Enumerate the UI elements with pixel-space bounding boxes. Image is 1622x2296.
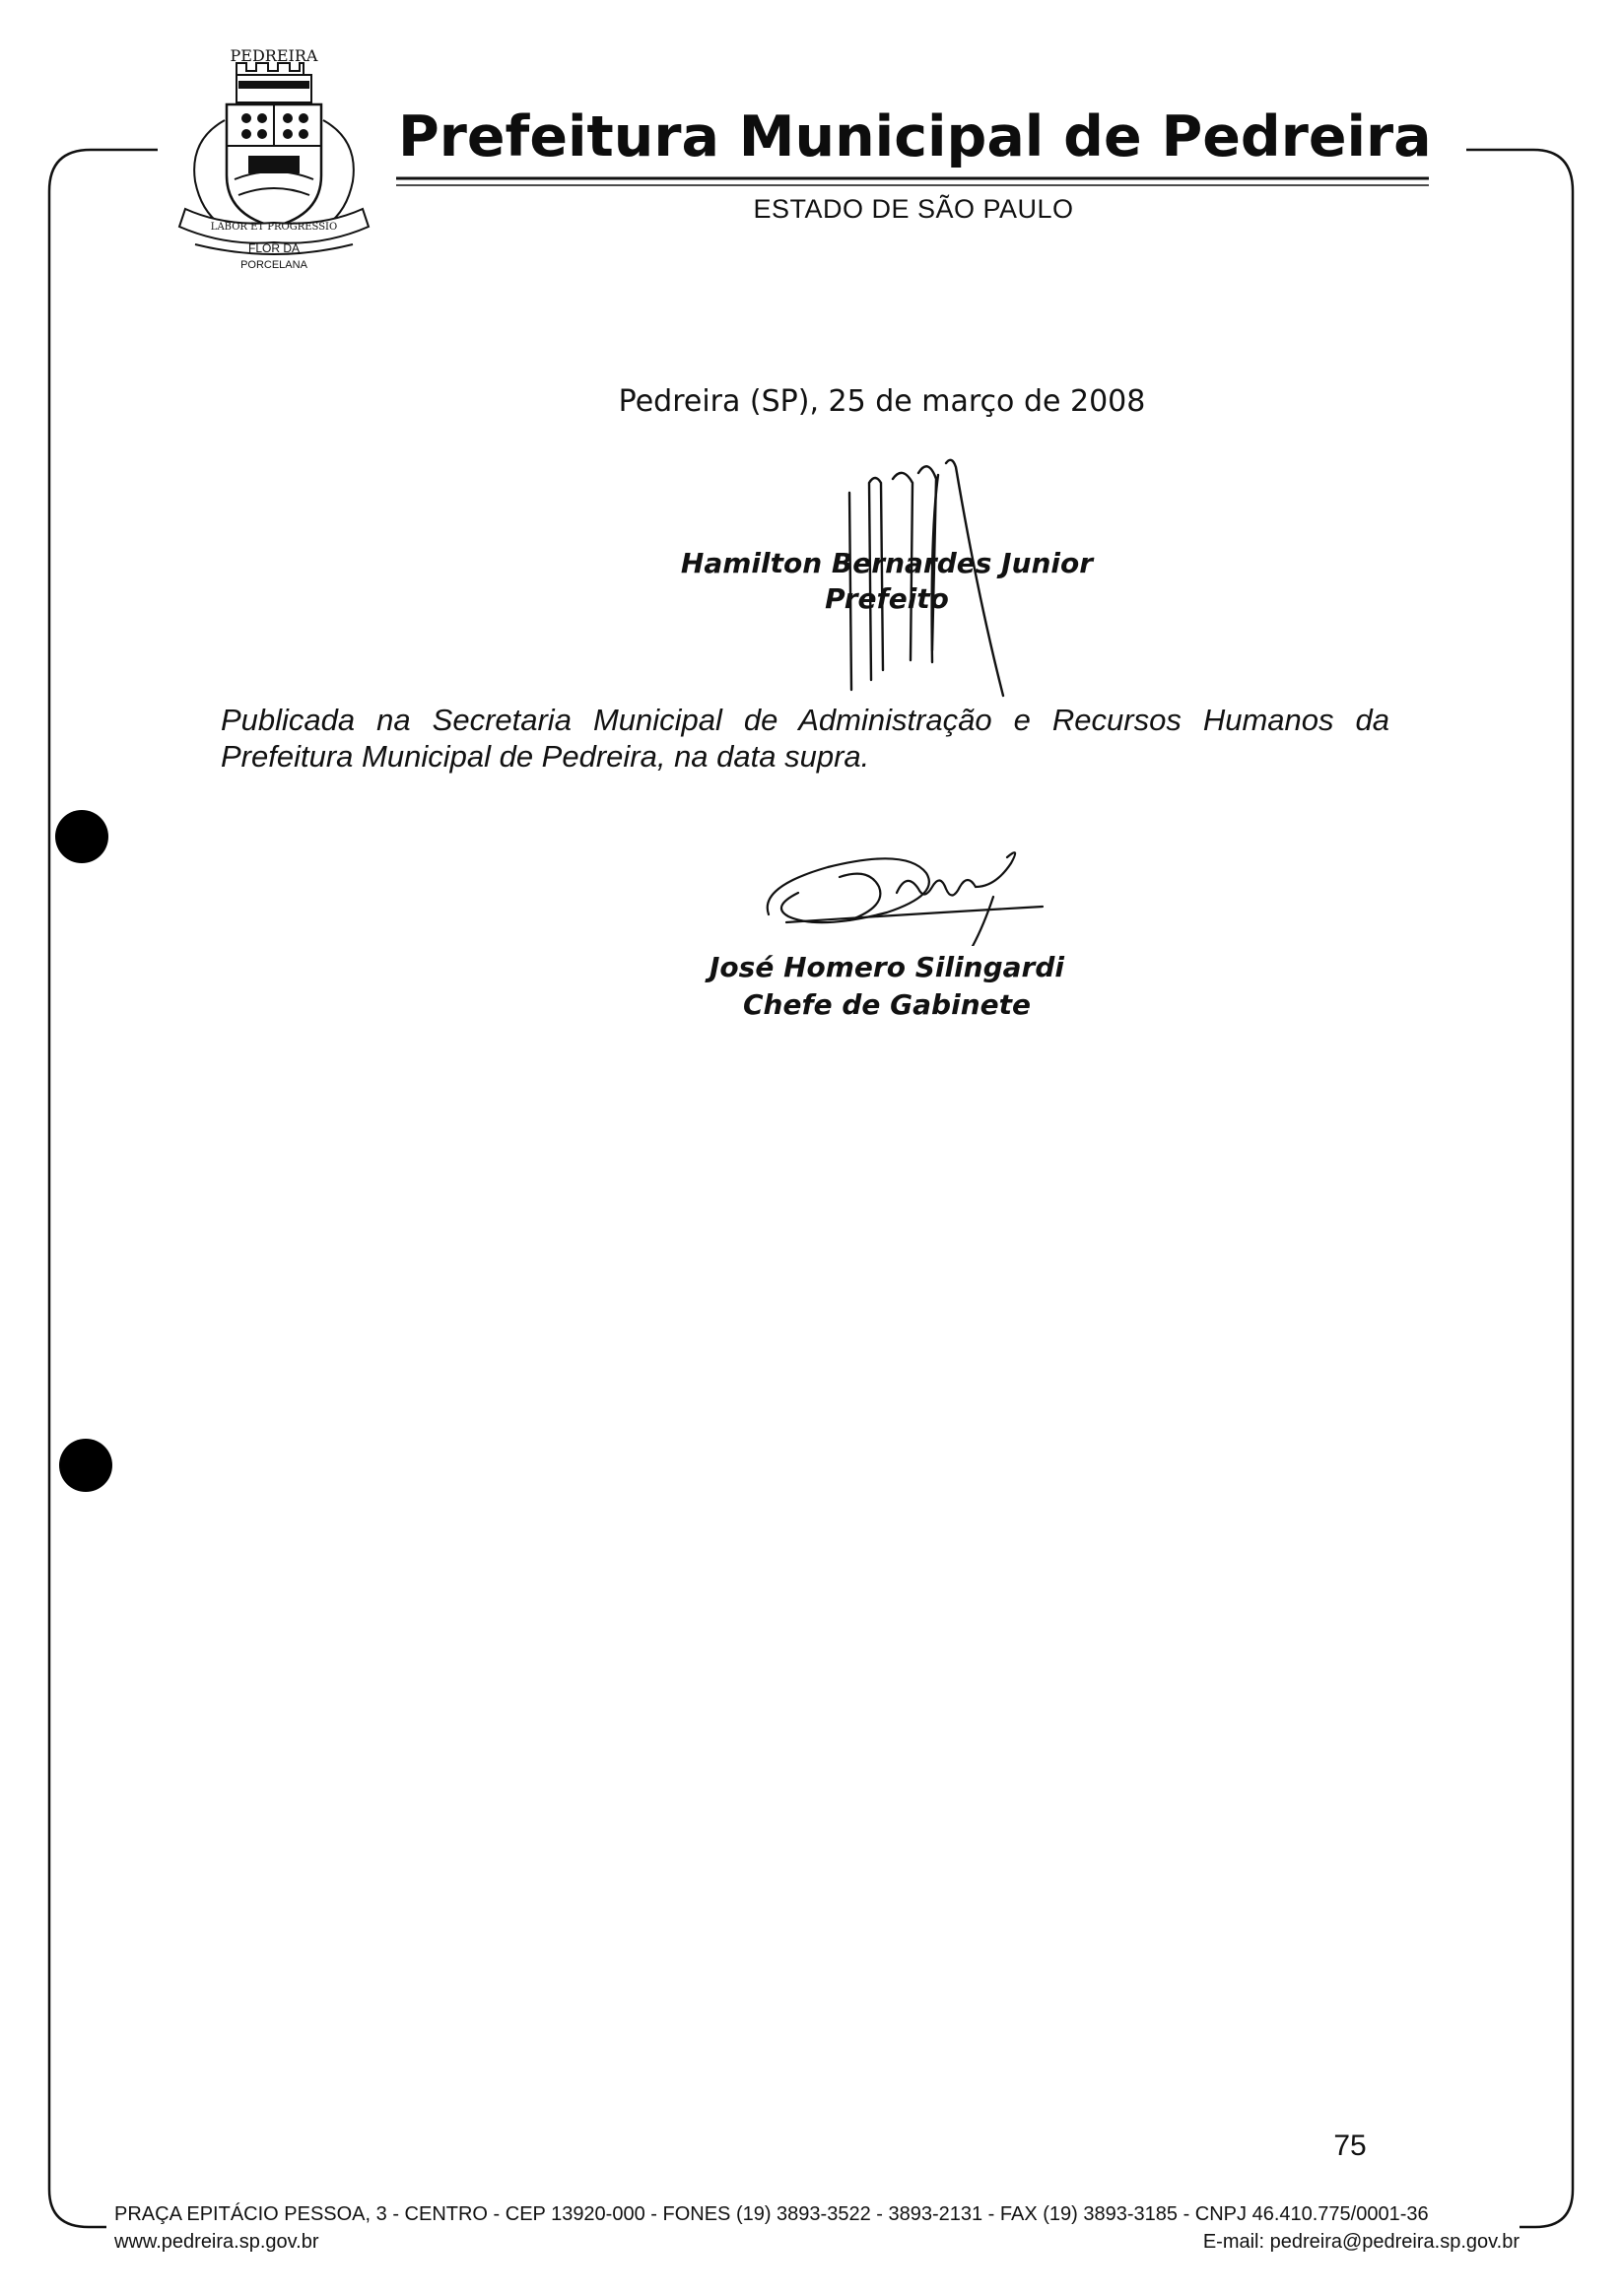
chief-of-staff-signature <box>749 838 1084 946</box>
footer-email: E-mail: pedreira@pedreira.sp.gov.br <box>1202 2231 1520 2253</box>
crest-ribbon-text: LABOR ET PROGRESSIO <box>210 222 338 233</box>
chief-of-staff-role: Chefe de Gabinete <box>743 988 1031 1021</box>
crest-top-text: PEDREIRA <box>230 46 318 65</box>
chief-of-staff-name: José Homero Silingardi <box>710 951 1064 983</box>
footer-address-line <box>114 2201 1520 2227</box>
municipal-crest <box>166 41 380 278</box>
crest-bottom-text-2: PORCELANA <box>240 259 307 271</box>
binder-hole-top <box>55 810 108 863</box>
page-title: Prefeitura Municipal de Pedreira <box>398 104 1432 169</box>
crest-bottom-text-1: FLOR DA <box>247 241 301 255</box>
binder-hole-bottom <box>59 1439 112 1492</box>
mayor-name: Hamilton Bernardes Junior <box>680 547 1094 579</box>
title-underline <box>396 178 1429 185</box>
state-subtitle: ESTADO DE SÃO PAULO <box>753 194 1074 224</box>
mayor-role: Prefeito <box>825 582 949 615</box>
page-number: 75 <box>1333 2129 1367 2162</box>
publication-note: Publicada na Secretaria Municipal de Administração e Recursos Humanos da Prefeitura Municipal de Pedreira, na data supra. <box>221 703 1389 774</box>
footer-website: www.pedreira.sp.gov.br <box>114 2231 319 2253</box>
date-line: Pedreira (SP), 25 de março de 2008 <box>618 384 1146 419</box>
footer-contact-line <box>114 2229 1520 2255</box>
footer-address: PRAÇA EPITÁCIO PESSOA, 3 - CENTRO - CEP 13920-000 - FONES (19) 3893-3522 - 3893-2131 - FAX (19) 3893-3185 - CNPJ 46.410.775/0001-36 <box>114 2203 1429 2225</box>
